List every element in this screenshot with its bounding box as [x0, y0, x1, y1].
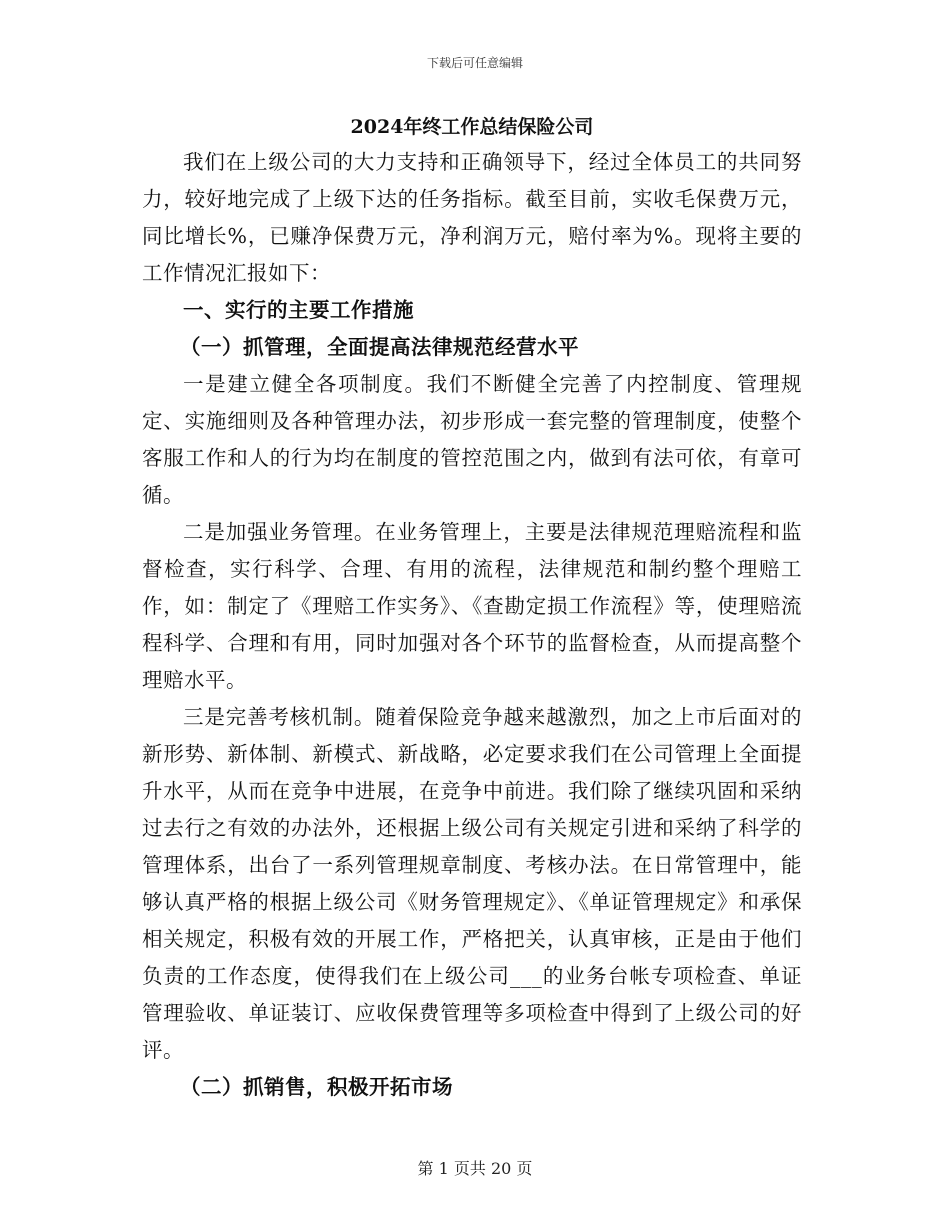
- subsection-heading-1: （一）抓管理，全面提高法律规范经营水平: [180, 335, 579, 359]
- paragraph-1: 一是建立健全各项制度。我们不断健全完善了内控制度、管理规定、实施细则及各种管理办法，初步形成一套完整的管理制度，使整个客服工作和人的行为均在制度的管控范围之内，做到有法可依，有章可循。: [142, 372, 802, 507]
- subsection-heading-2: （二）抓销售，积极开拓市场: [180, 1075, 453, 1099]
- intro-paragraph: 我们在上级公司的大力支持和正确领导下，经过全体员工的共同努力，较好地完成了上级下达的任务指标。截至目前，实收毛保费万元，同比增长%，已赚净保费万元，净利润万元，赔付率为%。现将主要的工作情况汇报如下：: [142, 150, 802, 285]
- paragraph-2: 二是加强业务管理。在业务管理上，主要是法律规范理赔流程和监督检查，实行科学、合理、有用的流程，法律规范和制约整个理赔工作，如：制定了《理赔工作实务》、《查勘定损工作流程》等，使理赔流程科学、合理和有用，同时加强对各个环节的监督检查，从而提高整个理赔水平。: [142, 520, 802, 692]
- page-number: 第 1 页共 20 页: [417, 1159, 533, 1178]
- section-heading-1: 一、实行的主要工作措施: [183, 298, 414, 322]
- document-title: 2024年终工作总结保险公司: [350, 116, 594, 138]
- paragraph-3: 三是完善考核机制。随着保险竞争越来越激烈，加之上市后面对的新形势、新体制、新模式、新战略，必定要求我们在公司管理上全面提升水平，从而在竞争中进展，在竞争中前进。我们除了继续巩固和采纳过去行之有效的办法外，还根据上级公司有关规定引进和采纳了科学的管理体系，出台了一系列管理规章制度、考核办法。在日常管理中，能够认真严格的根据上级公司《财务管理规定》、《单证管理规定》和承保相关规定，积极有效的开展工作，严格把关，认真审核，正是由于他们负责的工作态度，使得我们在上级公司___的业务台帐专项检查、单证管理验收、单证装订、应收保费管理等多项检查中得到了上级公司的好评。: [142, 705, 802, 1062]
- header-note: 下载后可任意编辑: [426, 56, 523, 70]
- document-body: [142, 112, 802, 1106]
